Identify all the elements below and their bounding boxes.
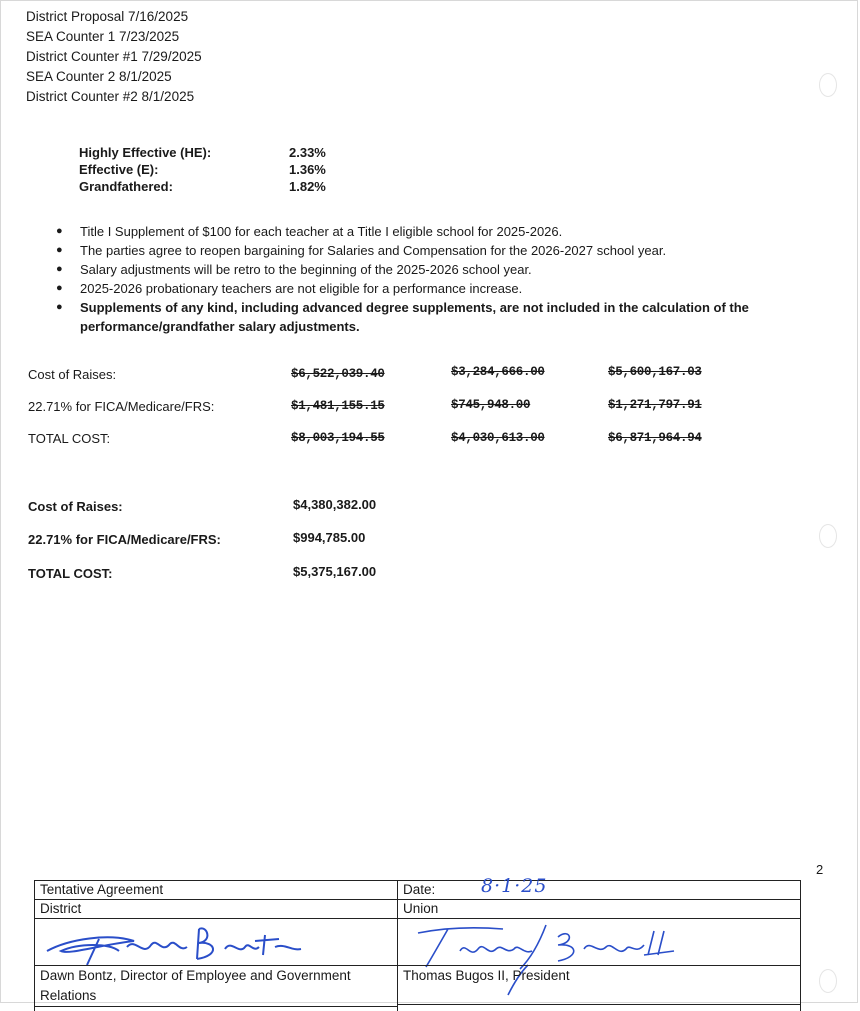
history-line: SEA Counter 2 8/1/2025 (26, 69, 172, 84)
list-item-text: Supplements of any kind, including advanced degree supplements, are not included in the calculation of the performance/grandfather salary adjustments. (80, 300, 749, 334)
tentative-agreement-box (34, 875, 801, 1011)
list-item-text: Salary adjustments will be retro to the beginning of the 2025-2026 school year. (80, 262, 532, 277)
date-cell (398, 875, 800, 900)
scan-punch-mark (819, 73, 837, 97)
cost-value: $4,380,382.00 (293, 497, 377, 512)
district-column (35, 881, 398, 1011)
percentage-row (79, 161, 326, 178)
union-column (398, 875, 800, 1011)
bullet-icon: ● (56, 301, 63, 313)
struck-value: $4,030,613.00 (451, 431, 545, 445)
history-line: SEA Counter 1 7/23/2025 (26, 29, 180, 44)
list-item-text: The parties agree to reopen bargaining for Salaries and Compensation for the 2026-2027 school year. (80, 243, 667, 258)
list-item (56, 222, 836, 241)
cost-label: Cost of Raises: (28, 367, 117, 382)
cost-label: 22.71% for FICA/Medicare/FRS: (28, 532, 221, 547)
district-signature (39, 921, 309, 967)
signer-line: Dawn Bontz, Director of Employee and Government (40, 968, 351, 983)
bullet-icon: ● (56, 282, 63, 294)
struck-value: $6,871,964.94 (608, 431, 702, 445)
scan-punch-mark (819, 524, 837, 548)
percentage-label: Grandfathered: (79, 179, 173, 194)
list-item (56, 241, 836, 260)
list-item (56, 279, 836, 298)
signer-line: Thomas Bugos II, President (403, 968, 570, 983)
cost-label: 22.71% for FICA/Medicare/FRS: (28, 399, 215, 414)
history-line: District Proposal 7/16/2025 (26, 9, 189, 24)
struck-value: $6,522,039.40 (291, 367, 385, 381)
district-label: District (35, 900, 397, 919)
struck-value: $5,600,167.03 (608, 365, 702, 379)
cost-label: TOTAL COST: (28, 566, 113, 581)
proposal-history (26, 7, 202, 107)
union-signer-name (398, 965, 800, 1005)
list-item (56, 260, 836, 279)
struck-value: $1,271,797.91 (608, 398, 702, 412)
cost-value: $5,375,167.00 (293, 564, 377, 579)
bullet-icon: ● (56, 244, 63, 256)
union-label: Union (398, 900, 800, 919)
percentage-row (79, 144, 326, 161)
page-number: 2 (816, 862, 824, 877)
performance-percentages (79, 144, 326, 195)
list-item-text: Title I Supplement of $100 for each teacher at a Title I eligible school for 2025-2026. (80, 224, 563, 239)
cost-label: Cost of Raises: (28, 499, 123, 514)
date-label: Date: (403, 882, 436, 897)
percentage-value: 1.36% (289, 162, 326, 177)
percentage-row (79, 178, 326, 195)
history-line: District Counter #1 7/29/2025 (26, 49, 202, 64)
history-line: District Counter #2 8/1/2025 (26, 89, 195, 104)
struck-value: $8,003,194.55 (291, 431, 385, 445)
cost-value: $994,785.00 (293, 530, 366, 545)
cost-label: TOTAL COST: (28, 431, 111, 446)
struck-value: $3,284,666.00 (451, 365, 545, 379)
percentage-label: Highly Effective (HE): (79, 145, 212, 160)
district-signer-name (35, 965, 397, 1007)
percentage-value: 1.82% (289, 179, 326, 194)
scan-punch-mark (819, 969, 837, 993)
percentage-value: 2.33% (289, 145, 326, 160)
agreement-title: Tentative Agreement (35, 881, 397, 900)
signer-line: Relations (40, 988, 97, 1003)
struck-value: $1,481,155.15 (291, 399, 385, 413)
struck-value: $745,948.00 (451, 398, 531, 412)
list-item (56, 298, 836, 336)
handwritten-date: 8·1·25 (481, 875, 548, 897)
percentage-label: Effective (E): (79, 162, 159, 177)
terms-list (56, 222, 836, 336)
list-item-text: 2025-2026 probationary teachers are not eligible for a performance increase. (80, 281, 523, 296)
bullet-icon: ● (56, 225, 63, 237)
bullet-icon: ● (56, 263, 63, 275)
